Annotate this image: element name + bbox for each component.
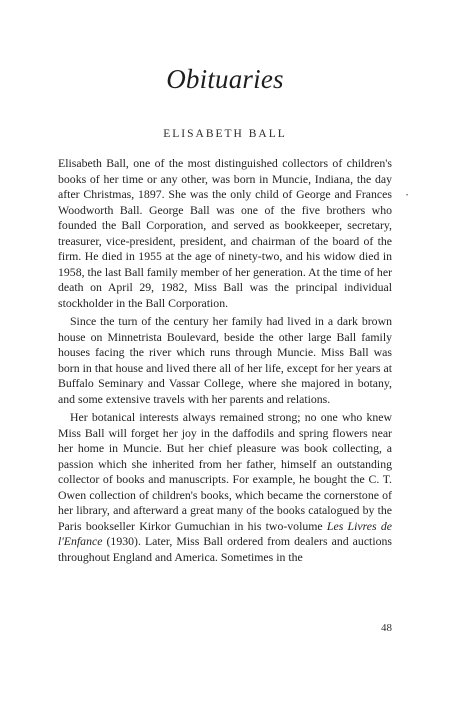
paragraph-3 (58, 410, 392, 565)
book-title-italic: Les Livres de l'Enfance (58, 518, 392, 548)
margin-mark: • (406, 193, 409, 199)
obituary-body (58, 156, 392, 568)
paragraph-3-text-b: (1930). Later, Miss Ball ordered from dealers and auctions throughout England and America. Sometimes in the (58, 534, 392, 564)
obituary-heading: ELISABETH BALL (163, 128, 287, 140)
paragraph-1: Elisabeth Ball, one of the most distinguished collectors of children's books of her time or any other, was born in Muncie, Indiana, the day after Christmas, 1897. She was the only child of George and Frances Woodworth Ball. George Ball was one of the five brothers who founded the Ball Corporation, and served as bookkeeper, secretary, treasurer, vice-president, president, and chairman of the board of the firm. He died in 1955 at the age of ninety-two, and his widow died in 1958, the last Ball family member of her generation. At the time of her death on April 29, 1982, Miss Ball was the principal individual stockholder in the Ball Corporation. (58, 156, 392, 310)
page-title: Obituaries (166, 64, 284, 94)
page-number: 48 (381, 622, 392, 634)
paragraph-3-text-a: Her botanical interests always remained strong; no one who knew Miss Ball will forget her joy in the daffodils and spring flowers near her home in Muncie. But her chief pleasure was book collecting, a passion which she inherited from her father, himself an outstanding collector of books and manuscripts. For example, he bought the C. T. Owen collection of children's books, which became the cornerstone of her library, and afterward a great many of the books catalogued by the Paris bookseller Kirkor Gumuchian in his two-volume (58, 410, 392, 533)
paragraph-2: Since the turn of the century her family had lived in a dark brown house on Minnetrista Boulevard, beside the other large Ball family houses facing the river which runs through Muncie. Miss Ball was born in that house and lived there all of her life, except for her years at Buffalo Seminary and Vassar College, where she majored in botany, and some extensive travels with her parents and relations. (58, 314, 392, 406)
